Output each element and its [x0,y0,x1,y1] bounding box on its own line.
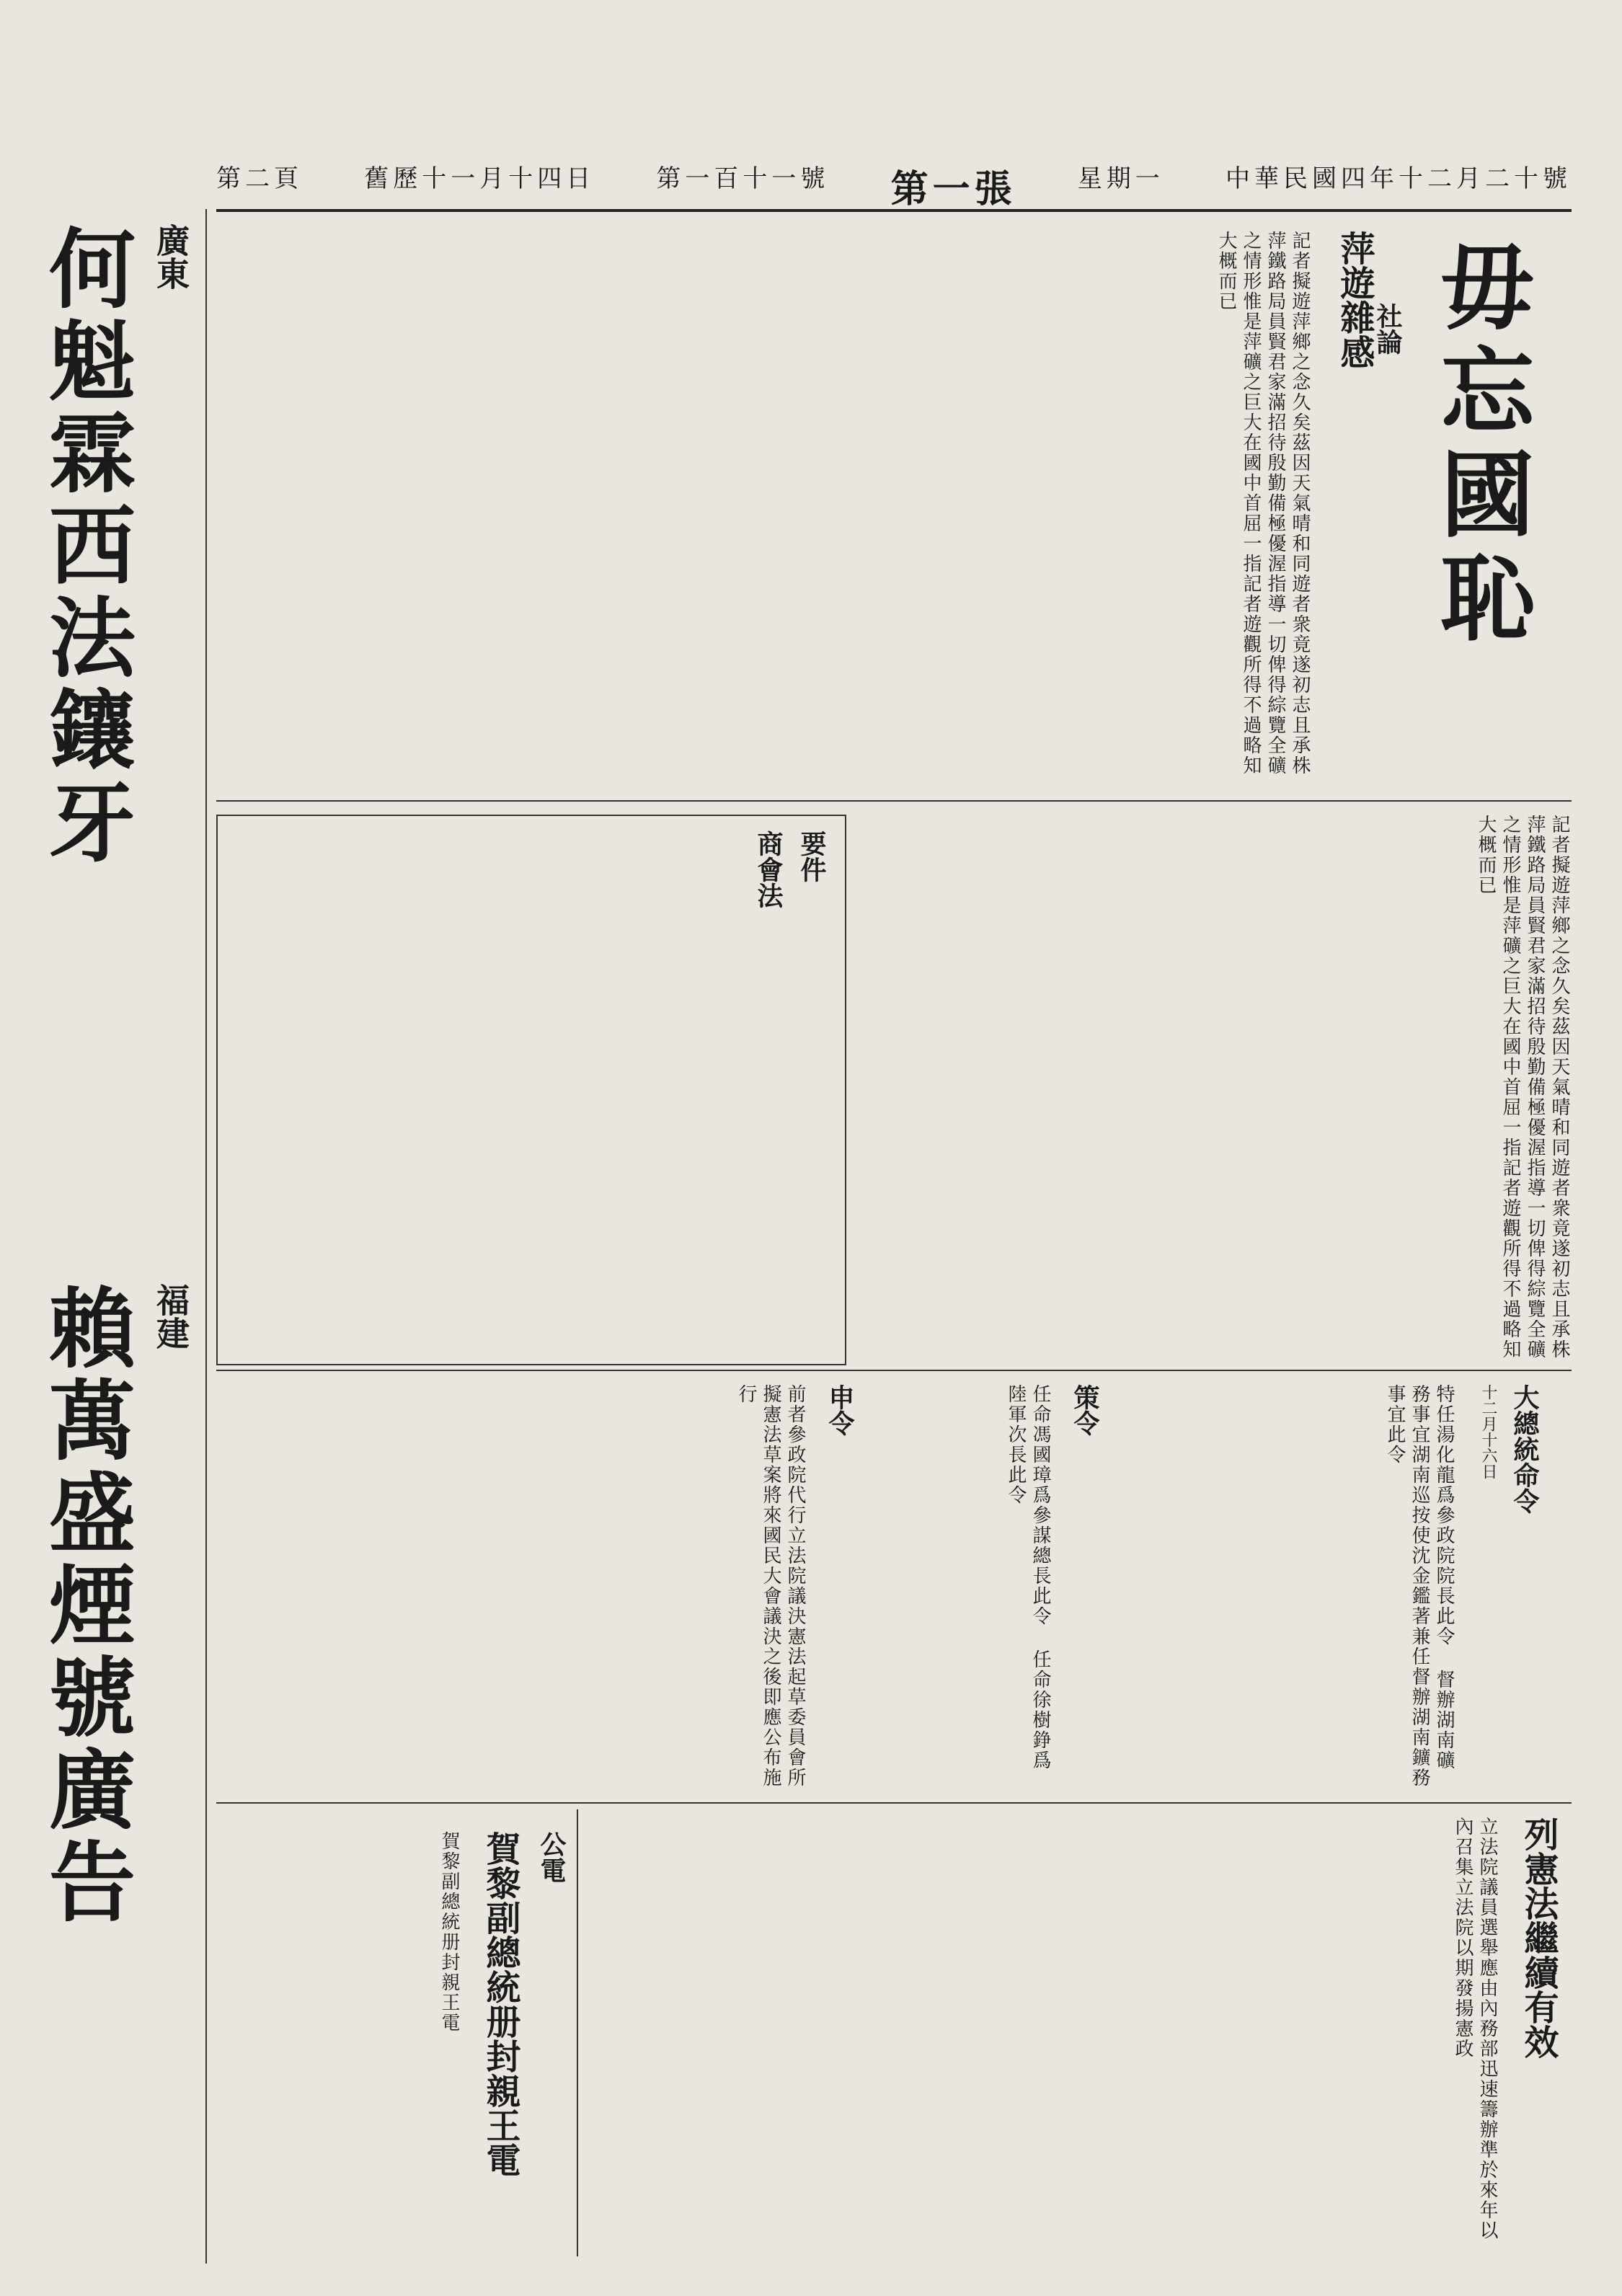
ad-bottom-title: 賴萬盛煙號廣告 [35,1283,136,1929]
constitution-body: 立法院議員選舉應由內務部迅速籌辦準於來年以內召集立法院以期發揚憲政 [1452,1817,1498,2240]
editorial-continued: 記者擬遊萍鄉之念久矣茲因天氣晴和同遊者衆竟遂初志且承株萍鐵路局員賢君家滿招待殷勤備極優渥指導一切俾得綜覽全礦之情形惟是萍礦之巨大在國中首屈一指記者遊觀所得不過略知大概而已 [1475,815,1570,1360]
policy-label: 策令 [1070,1384,1100,1436]
policy-body: 任命馮國璋爲參謀總長此令 任命徐樹錚爲陸軍次長此令 [1005,1384,1051,1770]
constitution-title: 列憲法繼續有效 [1518,1817,1559,2059]
ad-top-title: 何魁霖西法鑲牙 [35,223,136,869]
telegram-divider [577,1809,578,2256]
ad-bottom [35,1283,195,2256]
telegram-title: 賀黎副總統册封親王電 [480,1831,520,2177]
editorial-label: 社論 [1373,303,1403,355]
notice-title: 商會法 [753,830,784,908]
notice-box [216,815,846,1365]
decree-body: 前者參政院代行立法院議決憲法起草委員會所擬憲法草案將來國民大會議決之後即應公布施行 [735,1384,806,1788]
ad-bottom-location: 福建 [151,1283,190,1349]
section-rule-2 [216,1370,1572,1371]
ad-top [35,223,195,1233]
section-rule-3 [216,1802,1572,1804]
page-header [216,159,1572,211]
ad-top-location: 廣東 [151,223,190,290]
sheet-number: 第二頁 [216,164,303,193]
orders-date: 十二月十六日 [1479,1384,1497,1479]
masthead-title: 毋忘國恥 [1425,238,1535,653]
issue-number: 第一百十一號 [656,164,830,193]
telegram-body: 賀黎副總統册封親王電 [438,1831,460,2033]
orders-label: 大總統命令 [1510,1384,1540,1514]
section-rule-1 [216,800,1572,802]
page-label: 第一張 [890,167,1016,211]
editorial-title: 萍遊雜感 [1334,231,1375,369]
notice-label: 要件 [797,830,827,882]
ad-divider [205,209,207,2264]
orders-body: 特任湯化龍爲參政院院長此令 督辦湖南礦務事宜湖南巡按使沈金鑑著兼任督辦湖南鑛務事宜此令 [1384,1384,1455,1788]
decree-label: 申令 [825,1384,855,1436]
header-rule [216,209,1572,212]
date-right: 中華民國四年十二月二十號 [1226,164,1572,193]
weekday: 星期一 [1077,164,1164,193]
newspaper-page [35,130,1579,2256]
telegram-label: 公電 [536,1831,567,1883]
editorial-body: 記者擬遊萍鄉之念久矣茲因天氣晴和同遊者衆竟遂初志且承株萍鐵路局員賢君家滿招待殷勤備極優渥指導一切俾得綜覽全礦之情形惟是萍礦之巨大在國中首屈一指記者遊觀所得不過略知大概而已 [1215,231,1311,776]
lunar-date: 舊歷十一月十四日 [364,164,595,193]
